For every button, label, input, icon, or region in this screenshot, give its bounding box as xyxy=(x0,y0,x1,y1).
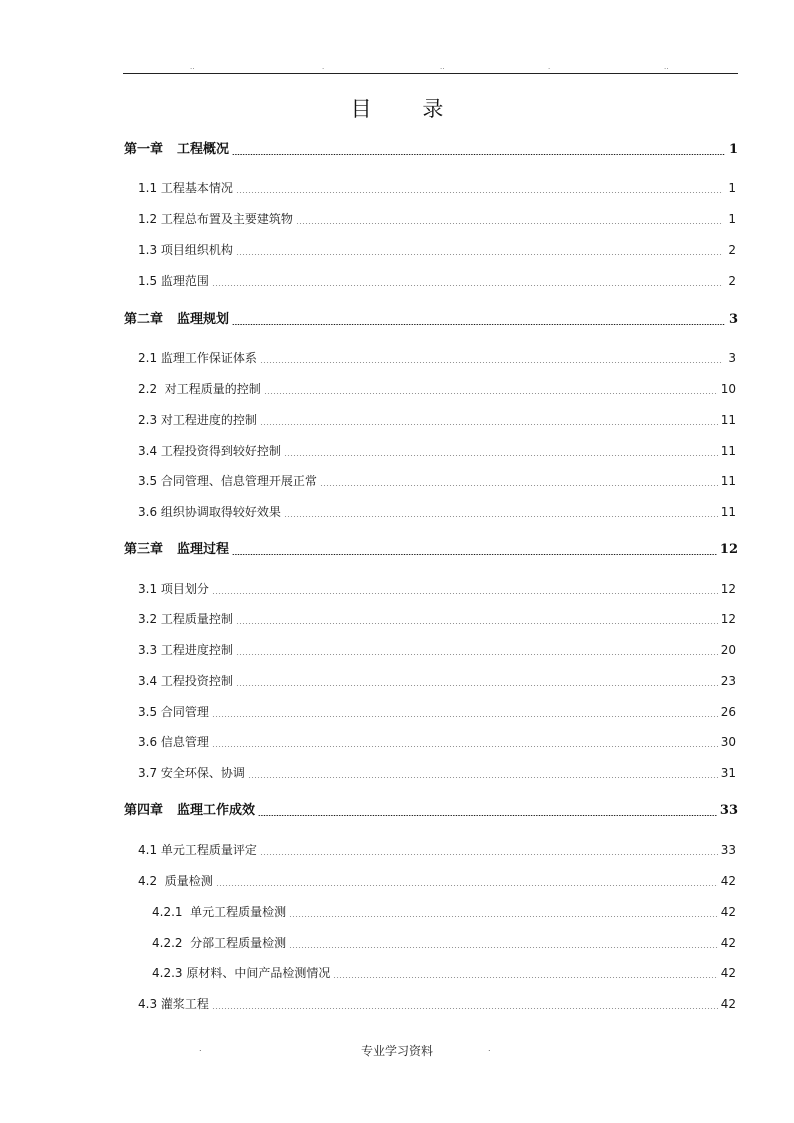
dot-leader xyxy=(260,424,718,425)
header-dot: .. xyxy=(664,63,669,71)
toc-entry-title xyxy=(138,442,281,460)
toc-entry-title xyxy=(138,841,257,859)
dot-leader xyxy=(296,223,723,224)
toc-entry-title xyxy=(138,503,281,521)
toc-entry-title xyxy=(138,641,233,659)
toc-chapter-entry[interactable] xyxy=(124,141,738,159)
dot-leader xyxy=(216,885,718,886)
toc-section-entry[interactable] xyxy=(138,872,736,890)
entry-text: 3.1 项目划分 xyxy=(138,582,209,596)
entry-text: 1.5 监理范围 xyxy=(138,274,209,288)
page-number: 23 xyxy=(720,674,736,688)
page-number: 11 xyxy=(720,505,736,519)
toc-section-entry[interactable] xyxy=(138,442,736,460)
page-number: 30 xyxy=(720,735,736,749)
footer-text: 专业学习资料 xyxy=(360,1044,433,1058)
dot-leader xyxy=(284,455,718,456)
entry-text: 4.2.3 原材料、中间产品检测情况 xyxy=(152,966,331,980)
entry-text: 4.1 单元工程质量评定 xyxy=(138,843,257,857)
entry-text: 监理规划 xyxy=(177,312,230,327)
toc-entry-title xyxy=(124,541,229,559)
toc-entry-title xyxy=(124,141,229,159)
toc-entry-title xyxy=(124,802,255,820)
page-number: 11 xyxy=(720,474,736,488)
toc-section-entry[interactable] xyxy=(138,733,736,751)
toc-section-entry[interactable] xyxy=(138,472,736,490)
entry-text: 3.6 组织协调取得较好效果 xyxy=(138,505,281,519)
page-number: 1 xyxy=(728,181,736,195)
header-dot: .. xyxy=(440,63,445,71)
toc-section-entry[interactable] xyxy=(138,841,736,859)
dot-leader xyxy=(320,485,718,486)
page-number: 42 xyxy=(720,997,736,1011)
dot-leader xyxy=(333,977,717,978)
toc-entry-title xyxy=(138,733,209,751)
page-number: 11 xyxy=(720,413,736,427)
dot-leader xyxy=(248,777,718,778)
entry-text: 1.2 工程总布置及主要建筑物 xyxy=(138,212,293,226)
page-number: 2 xyxy=(728,274,736,288)
toc-section-entry[interactable] xyxy=(152,934,736,952)
page-number: 12 xyxy=(719,542,738,557)
toc-entry-title xyxy=(138,703,209,721)
page-number: 42 xyxy=(720,874,736,888)
toc-chapter-entry[interactable] xyxy=(124,311,738,329)
toc-entry-title xyxy=(138,580,209,598)
toc-section-entry[interactable] xyxy=(138,272,736,290)
entry-text: 4.3 灌浆工程 xyxy=(138,997,209,1011)
entry-text: 2.2 对工程质量的控制 xyxy=(138,382,261,396)
dot-leader xyxy=(236,254,723,255)
entry-text: 3.7 安全环保、协调 xyxy=(138,766,245,780)
page-number: 1 xyxy=(728,142,738,157)
entry-text: 4.2.1 单元工程质量检测 xyxy=(152,905,287,919)
toc-section-entry[interactable] xyxy=(138,349,736,367)
toc-entry-title xyxy=(138,272,209,290)
page-number: 11 xyxy=(720,444,736,458)
toc-entry-title xyxy=(138,764,245,782)
toc-chapter-entry[interactable] xyxy=(124,541,738,559)
header-dot: . xyxy=(322,63,325,71)
toc-section-entry[interactable] xyxy=(138,610,736,628)
dot-leader xyxy=(212,285,723,286)
entry-text: 2.1 监理工作保证体系 xyxy=(138,351,257,365)
entry-text: 3.4 工程投资得到较好控制 xyxy=(138,444,281,458)
entry-text: 1.3 项目组织机构 xyxy=(138,243,233,257)
toc-section-entry[interactable] xyxy=(138,210,736,228)
toc-entry-title xyxy=(138,349,257,367)
page-number: 42 xyxy=(720,905,736,919)
page-number: 42 xyxy=(720,966,736,980)
toc-entry-title xyxy=(152,903,286,921)
page-number: 33 xyxy=(719,803,738,818)
page-number: 1 xyxy=(728,212,736,226)
toc-section-entry[interactable] xyxy=(138,411,736,429)
entry-text: 3.3 工程进度控制 xyxy=(138,643,233,657)
page-number: 3 xyxy=(728,312,738,327)
dot-leader xyxy=(212,716,718,717)
toc-section-entry[interactable] xyxy=(138,995,736,1013)
page-number: 12 xyxy=(720,612,736,626)
toc-section-entry[interactable] xyxy=(138,179,736,197)
entry-text: 监理过程 xyxy=(177,542,230,557)
toc-section-entry[interactable] xyxy=(138,241,736,259)
toc-entry-title xyxy=(138,610,233,628)
dot-leader xyxy=(232,554,717,555)
header-dot: .. xyxy=(190,63,195,71)
chapter-number: 第四章 xyxy=(124,803,164,818)
entry-text: 2.3 对工程进度的控制 xyxy=(138,413,257,427)
entry-text: 监理工作成效 xyxy=(177,803,256,818)
toc-entry-title xyxy=(152,934,286,952)
dot-leader xyxy=(212,1008,718,1009)
dot-leader xyxy=(212,746,718,747)
toc-entry-title xyxy=(138,241,233,259)
entry-text: 3.5 合同管理、信息管理开展正常 xyxy=(138,474,317,488)
dot-leader xyxy=(260,854,718,855)
toc-entry-title xyxy=(138,672,233,690)
chapter-number: 第一章 xyxy=(124,142,164,157)
entry-text: 工程概况 xyxy=(177,142,230,157)
page-number: 10 xyxy=(720,382,736,396)
dot-leader xyxy=(236,623,718,624)
entry-text: 3.2 工程质量控制 xyxy=(138,612,233,626)
toc-section-entry[interactable] xyxy=(138,703,736,721)
toc-entry-title xyxy=(152,964,330,982)
dot-leader xyxy=(236,192,723,193)
dot-leader xyxy=(212,593,718,594)
page-title: 目 录 xyxy=(350,97,466,121)
toc-entry-title xyxy=(138,411,257,429)
page-number: 2 xyxy=(728,243,736,257)
dot-leader xyxy=(236,685,718,686)
page-number: 31 xyxy=(720,766,736,780)
entry-text: 4.2 质量检测 xyxy=(138,874,213,888)
dot-leader xyxy=(232,324,725,325)
toc-section-entry[interactable] xyxy=(138,580,736,598)
toc-section-entry[interactable] xyxy=(138,503,736,521)
toc-entry-title xyxy=(138,210,293,228)
page-number: 42 xyxy=(720,936,736,950)
dot-leader xyxy=(258,815,717,816)
toc-section-entry[interactable] xyxy=(138,641,736,659)
entry-text: 3.5 合同管理 xyxy=(138,705,209,719)
toc-section-entry[interactable] xyxy=(138,672,736,690)
toc-section-entry[interactable] xyxy=(138,380,736,398)
toc-entry-title xyxy=(138,872,213,890)
entry-text: 1.1 工程基本情况 xyxy=(138,181,233,195)
toc-section-entry[interactable] xyxy=(138,764,736,782)
toc-section-entry[interactable] xyxy=(152,964,736,982)
entry-text: 3.6 信息管理 xyxy=(138,735,209,749)
dot-leader xyxy=(232,154,725,155)
toc-entry-title xyxy=(124,311,229,329)
dot-leader xyxy=(260,362,723,363)
dot-leader xyxy=(264,393,718,394)
page-number: 26 xyxy=(720,705,736,719)
dot-leader xyxy=(284,516,718,517)
footer-dot: . xyxy=(199,1044,202,1053)
dot-leader xyxy=(289,947,718,948)
entry-text: 4.2.2 分部工程质量检测 xyxy=(152,936,287,950)
footer-dot: . xyxy=(488,1044,491,1053)
chapter-number: 第三章 xyxy=(124,542,164,557)
toc-entry-title xyxy=(138,472,317,490)
dot-leader xyxy=(236,654,718,655)
dot-leader xyxy=(289,916,718,917)
toc-chapter-entry[interactable] xyxy=(124,802,738,820)
header-dot: . xyxy=(548,63,551,71)
toc-entry-title xyxy=(138,179,233,197)
toc-section-entry[interactable] xyxy=(152,903,736,921)
page-number: 3 xyxy=(728,351,736,365)
chapter-number: 第二章 xyxy=(124,312,164,327)
toc-entry-title xyxy=(138,380,261,398)
toc-entry-title xyxy=(138,995,209,1013)
page-number: 20 xyxy=(720,643,736,657)
page-number: 33 xyxy=(720,843,736,857)
page-number: 12 xyxy=(720,582,736,596)
entry-text: 3.4 工程投资控制 xyxy=(138,674,233,688)
